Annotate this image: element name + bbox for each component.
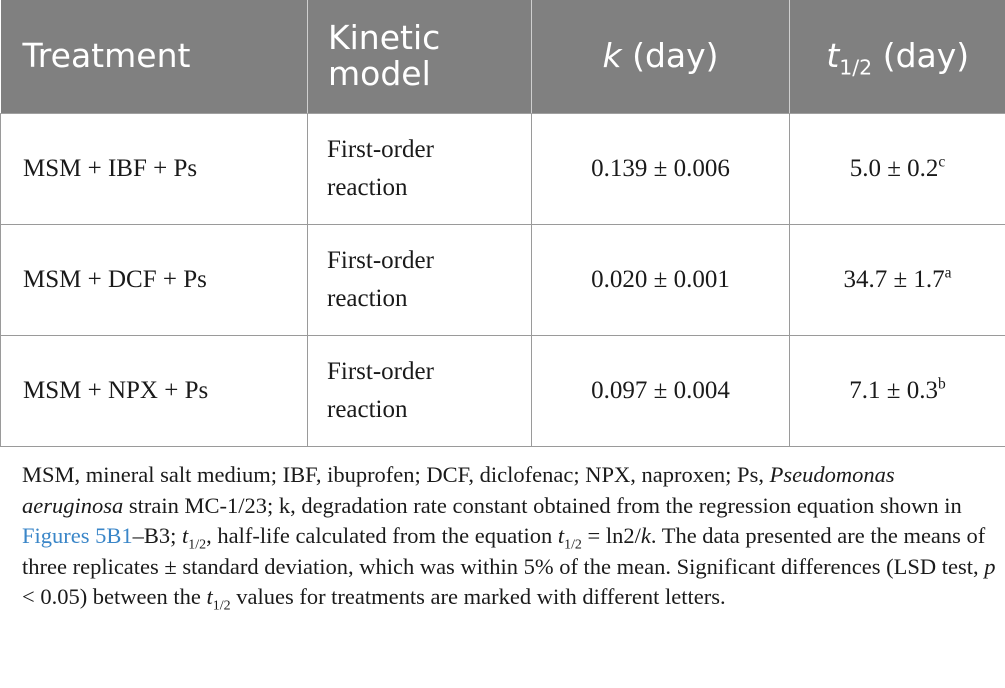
cell-treatment: MSM + IBF + Ps	[1, 113, 308, 224]
cell-k: 0.097 ± 0.004	[532, 335, 790, 446]
table-row	[1, 113, 1005, 224]
table-row	[1, 335, 1005, 446]
significance-letter: a	[944, 264, 952, 282]
cell-treatment: MSM + DCF + Ps	[1, 224, 308, 335]
cell-kinetic-model: First-order reaction	[308, 224, 532, 335]
cell-treatment: MSM + NPX + Ps	[1, 335, 308, 446]
significance-letter: c	[938, 153, 946, 171]
table-row	[1, 224, 1005, 335]
cell-kinetic-model: First-order reaction	[308, 113, 532, 224]
figure-link[interactable]: Figures 5B1	[22, 523, 133, 548]
header-half-life: $t_{1/2}$ (day)	[790, 0, 1005, 113]
significance-letter: b	[937, 375, 946, 393]
table-header-row	[1, 0, 1005, 113]
cell-half-life: 5.0 ± 0.2$^c$	[790, 113, 1005, 224]
cell-k: 0.020 ± 0.001	[532, 224, 790, 335]
cell-half-life: 34.7 ± 1.7$^a$	[790, 224, 1005, 335]
cell-half-life: 7.1 ± 0.3$^b$	[790, 335, 1005, 446]
table-footnote: MSM, mineral salt medium; IBF, ibuprofen; DCF, diclofenac; NPX, naproxen; Ps, Pseudomonas aeruginosa strain MC-1/23; k, degradation rate constant obtained from the regression equation shown in Figures 5B1–B3; $t_{1/2}$, half-life calculated from the equation $t_{1/2} = \ln 2/k$. The data presented are the means of three replicates ± standard deviation, which was within 5% of the mean. Significant differences (LSD test, p < 0.05) between the $t_{1/2}$ values for treatments are marked with different letters.	[22, 462, 996, 614]
header-kinetic-model: Kinetic model	[308, 0, 532, 113]
cell-k: 0.139 ± 0.006	[532, 113, 790, 224]
cell-kinetic-model: First-order reaction	[308, 335, 532, 446]
header-treatment: Treatment	[1, 0, 308, 113]
header-k: k (day)	[532, 0, 790, 113]
